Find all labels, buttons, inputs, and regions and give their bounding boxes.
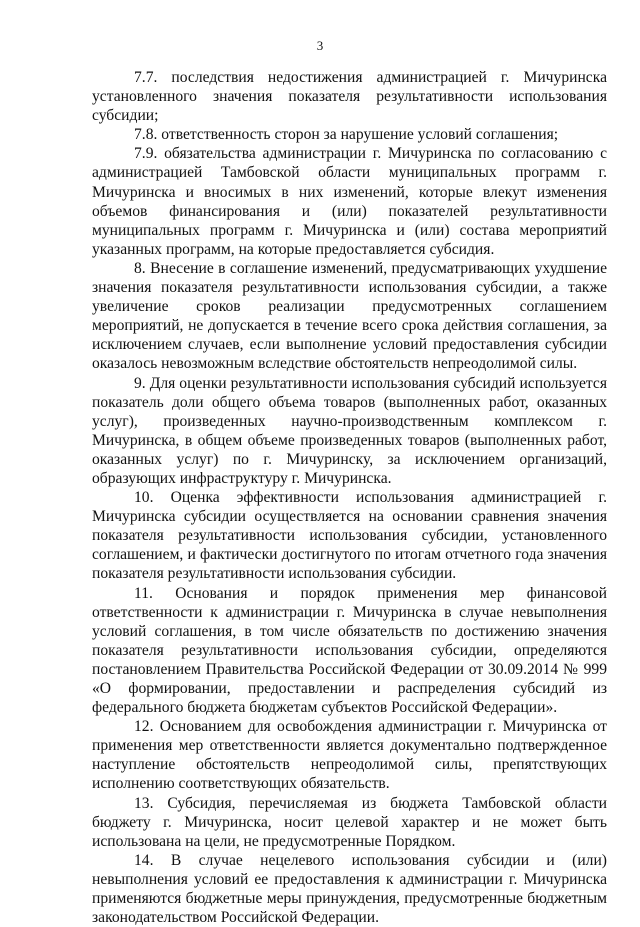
document-body [92,68,607,927]
paragraph-11: 11. Основания и порядок применения мер финансовой ответственности к администрации г. Мичуринска в случае невыполнения условий соглашения, в том числе обязательств по достижению значения показателя результативности использования субсидии, определяются постановлением Правительства Российской Федерации от 30.09.2014 № 999 «О формировании, предоставлении и распределения субсидий из федерального бюджета бюджетам субъектов Российской Федерации». [92,584,607,717]
paragraph-9: 9. Для оценки результативности использования субсидий используется показатель доли общего объема товаров (выполненных работ, оказанных услуг), произведенных научно-производственным комплексом г. Мичуринска, в общем объеме произведенных товаров (выполненных работ, оказанных услуг) по г. Мичуринску, за исключением организаций, образующих инфраструктуру г. Мичуринска. [92,374,607,487]
page-number: 3 [316,38,324,53]
paragraph-7-9: 7.9. обязательства администрации г. Мичуринска по согласованию с администрацией Тамбовской области муниципальных программ г. Мичуринска и вносимых в них изменений, которые влекут изменения объемов финансирования и (или) показателей результативности муниципальных программ г. Мичуринска и (или) состава мероприятий указанных программ, на которые предоставляется субсидия. [92,145,607,258]
paragraph-12: 12. Основанием для освобождения администрации г. Мичуринска от применения мер ответственности является документально подтвержденное наступление обстоятельств непреодолимой силы, препятствующих исполнению соответствующих обязательств. [92,718,607,793]
paragraph-7-7: 7.7. последствия недостижения администрацией г. Мичуринска установленного значения показателя результативности использования субсидии; [92,69,607,125]
paragraph-8: 8. Внесение в соглашение изменений, предусматривающих ухудшение значения показателя результативности использования субсидии, а также увеличение сроков реализации предусмотренных соглашением мероприятий, не допускается в течение всего срока действия соглашения, за исключением случаев, если выполнение условий предоставления субсидии оказалось невозможным вследствие обстоятельств непреодолимой силы. [92,259,607,373]
paragraph-14: 14. В случае нецелевого использования субсидии и (или) невыполнения условий ее предоставления к администрации г. Мичуринска применяются бюджетные меры принуждения, предусмотренные бюджетным законодательством Российской Федерации. [92,851,607,927]
paragraph-13: 13. Субсидия, перечисляемая из бюджета Тамбовской области бюджету г. Мичуринска, носит целевой характер и не может быть использована на цели, не предусмотренные Порядком. [92,794,607,850]
paragraph-10: 10. Оценка эффективности использования администрацией г. Мичуринска субсидии осуществляется на основании сравнения значения показателя результативности использования субсидии, установленного соглашением, и фактически достигнутого по итогам отчетного года значения показателя результативности использования субсидии. [92,489,607,583]
paragraph-7-8: 7.8. ответственность сторон за нарушение условий соглашения; [134,126,559,144]
